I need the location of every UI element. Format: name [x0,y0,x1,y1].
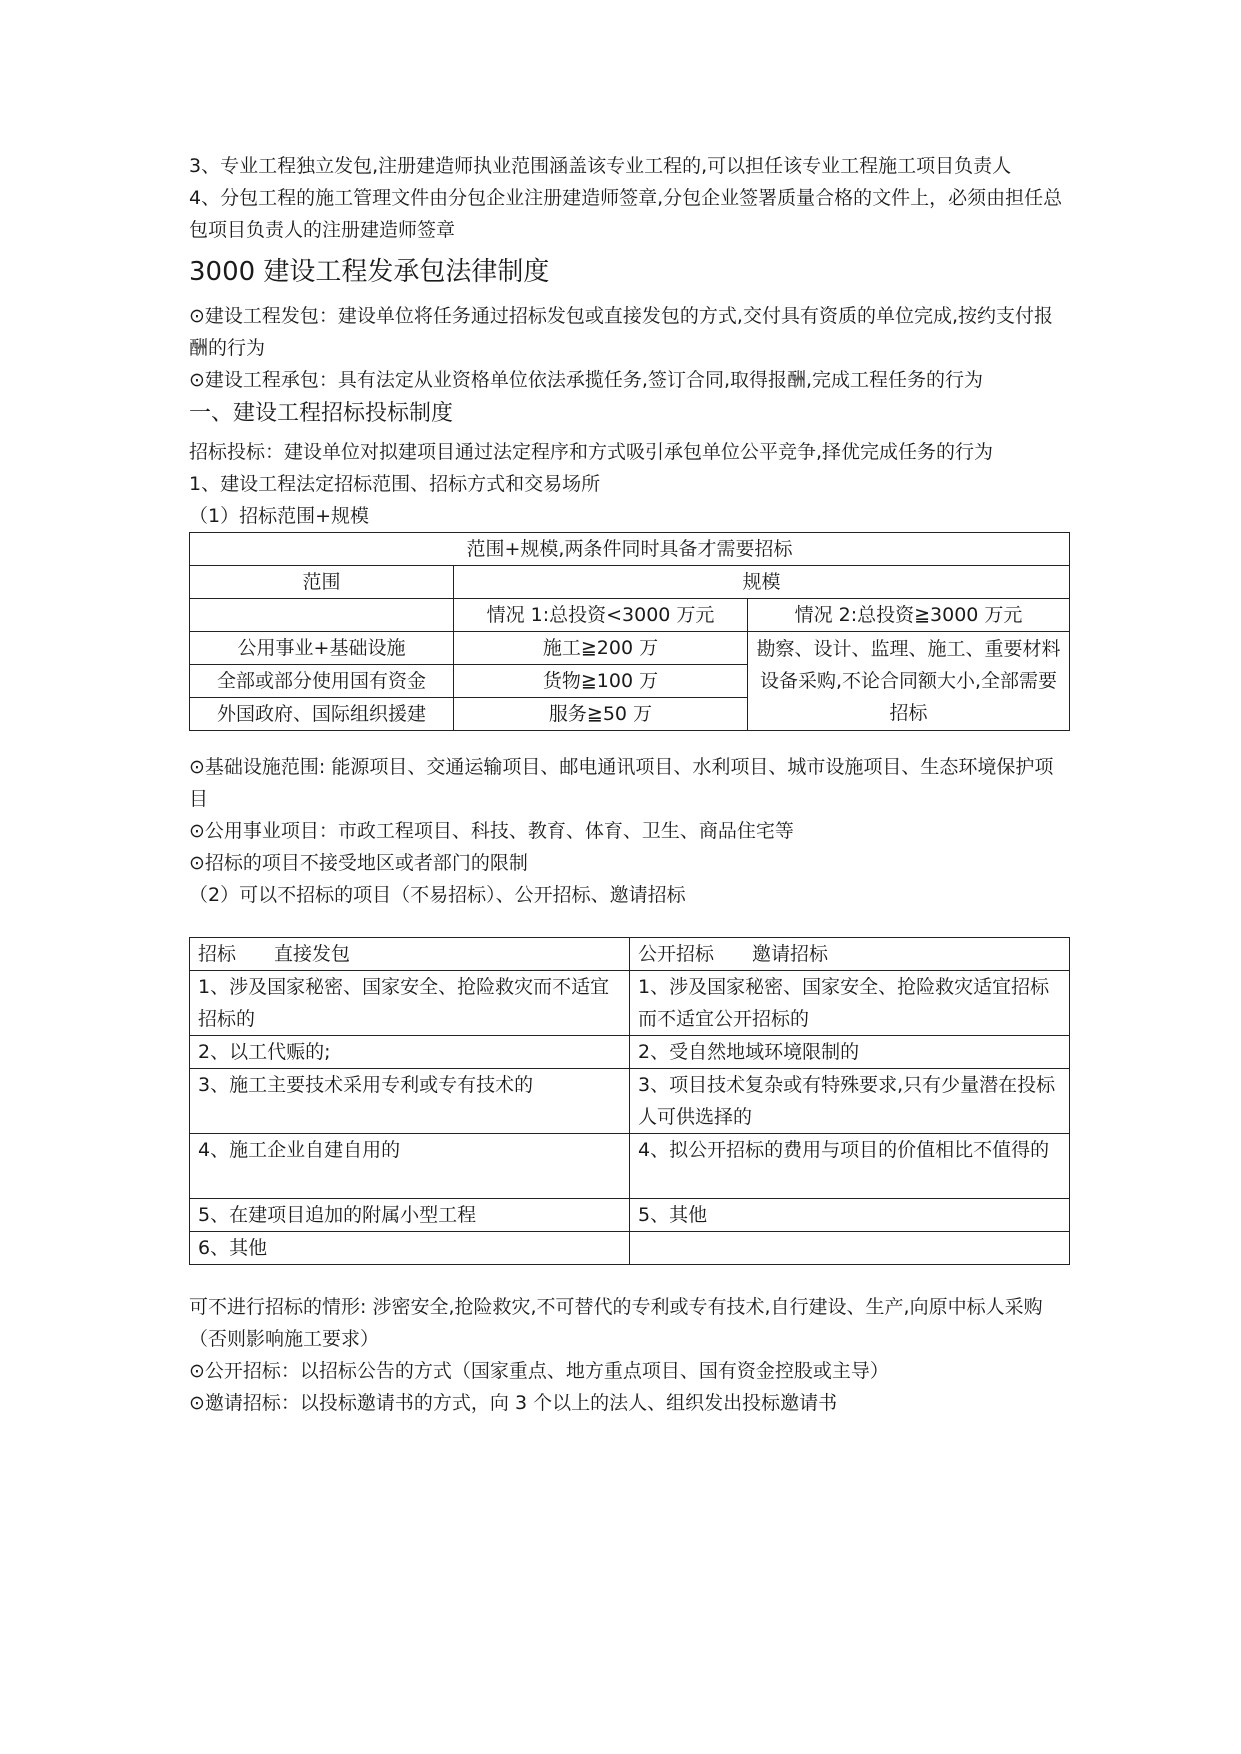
definition-fabao: ⊙建设工程发包：建设单位将任务通过招标发包或直接发包的方式,交付具有资质的单位完成,按约支付报酬的行为 [189,305,1054,359]
column-header-case-2: 情况 2:总投资≧3000 万元 [748,599,1070,632]
note-open-bidding: ⊙公开招标：以招标公告的方式（国家重点、地方重点项目、国有资金控股或主导） [189,1360,889,1382]
column-header-scale: 规模 [454,566,1070,599]
table-cell-left: 6、其他 [190,1232,630,1265]
definition-zhaobiao: 招标投标：建设单位对拟建项目通过法定程序和方式吸引承包单位公平竞争,择优完成任务的行为 [189,441,994,463]
bidding-scope-table [189,532,1070,731]
table-cell-case-1: 服务≧50 万 [454,698,748,731]
table-cell-left: 1、涉及国家秘密、国家安全、抢险救灾而不适宜招标的 [190,971,630,1036]
point-1-sub: （1）招标范围+规模 [189,505,370,527]
note-unrestricted: ⊙招标的项目不接受地区或者部门的限制 [189,852,528,874]
note-invited-bidding: ⊙邀请招标：以投标邀请书的方式，向 3 个以上的法人、组织发出投标邀请书 [189,1392,838,1414]
table-cell-case-1: 施工≧200 万 [454,632,748,665]
table-cell-right: 2、受自然地域环境限制的 [630,1036,1070,1069]
note-public-utility: ⊙公用事业项目：市政工程项目、科技、教育、体育、卫生、商品住宅等 [189,820,794,842]
table-cell-case-1: 货物≧100 万 [454,665,748,698]
table-title: 范围+规模,两条件同时具备才需要招标 [190,533,1070,566]
table-cell-right: 4、拟公开招标的费用与项目的价值相比不值得的 [630,1134,1070,1199]
column-header-left: 招标 直接发包 [190,938,630,971]
table-cell-left: 5、在建项目追加的附属小型工程 [190,1199,630,1232]
paragraph-item-4: 4、分包工程的施工管理文件由分包企业注册建造师签章,分包企业签署质量合格的文件上，必须由担任总包项目负责人的注册建造师签章 [189,187,1063,241]
paragraph-item-3: 3、专业工程独立发包,注册建造师执业范围涵盖该专业工程的,可以担任该专业工程施工项目负责人 [189,155,1012,177]
exemption-table [189,937,1070,1265]
table-cell-left: 2、以工代赈的; [190,1036,630,1069]
subsection-title: 一、建设工程招标投标制度 [189,401,454,426]
table-cell-scope: 外国政府、国际组织援建 [190,698,454,731]
note-exempt-cases: 可不进行招标的情形: 涉密安全,抢险救灾,不可替代的专利或专有技术,自行建设、生产,向原中标人采购（否则影响施工要求） [189,1296,1043,1350]
table-cell-right [630,1232,1070,1265]
column-header-scope: 范围 [190,566,454,599]
definition-chengbao: ⊙建设工程承包：具有法定从业资格单位依法承揽任务,签订合同,取得报酬,完成工程任务的行为 [189,369,984,391]
table-cell-left: 4、施工企业自建自用的 [190,1134,630,1199]
table-cell-right: 5、其他 [630,1199,1070,1232]
table-cell-right: 1、涉及国家秘密、国家安全、抢险救灾适宜招标而不适宜公开招标的 [630,971,1070,1036]
section-title: 3000 建设工程发承包法律制度 [189,257,550,287]
table-cell-scope: 全部或部分使用国有资金 [190,665,454,698]
column-header-case-1: 情况 1:总投资<3000 万元 [454,599,748,632]
point-2: （2）可以不招标的项目（不易招标）、公开招标、邀请招标 [189,884,686,906]
note-infrastructure: ⊙基础设施范围: 能源项目、交通运输项目、邮电通讯项目、水利项目、城市设施项目、生态环境保护项目 [189,756,1054,810]
table-cell-case-2-merged: 勘察、设计、监理、施工、重要材料设备采购,不论合同额大小,全部需要招标 [748,632,1070,731]
table-cell-right: 3、项目技术复杂或有特殊要求,只有少量潜在投标人可供选择的 [630,1069,1070,1134]
column-header-right: 公开招标 邀请招标 [630,938,1070,971]
empty-cell [190,599,454,632]
point-1: 1、建设工程法定招标范围、招标方式和交易场所 [189,473,601,495]
table-cell-scope: 公用事业+基础设施 [190,632,454,665]
table-cell-left: 3、施工主要技术采用专利或专有技术的 [190,1069,630,1134]
document-page [189,150,1069,1419]
